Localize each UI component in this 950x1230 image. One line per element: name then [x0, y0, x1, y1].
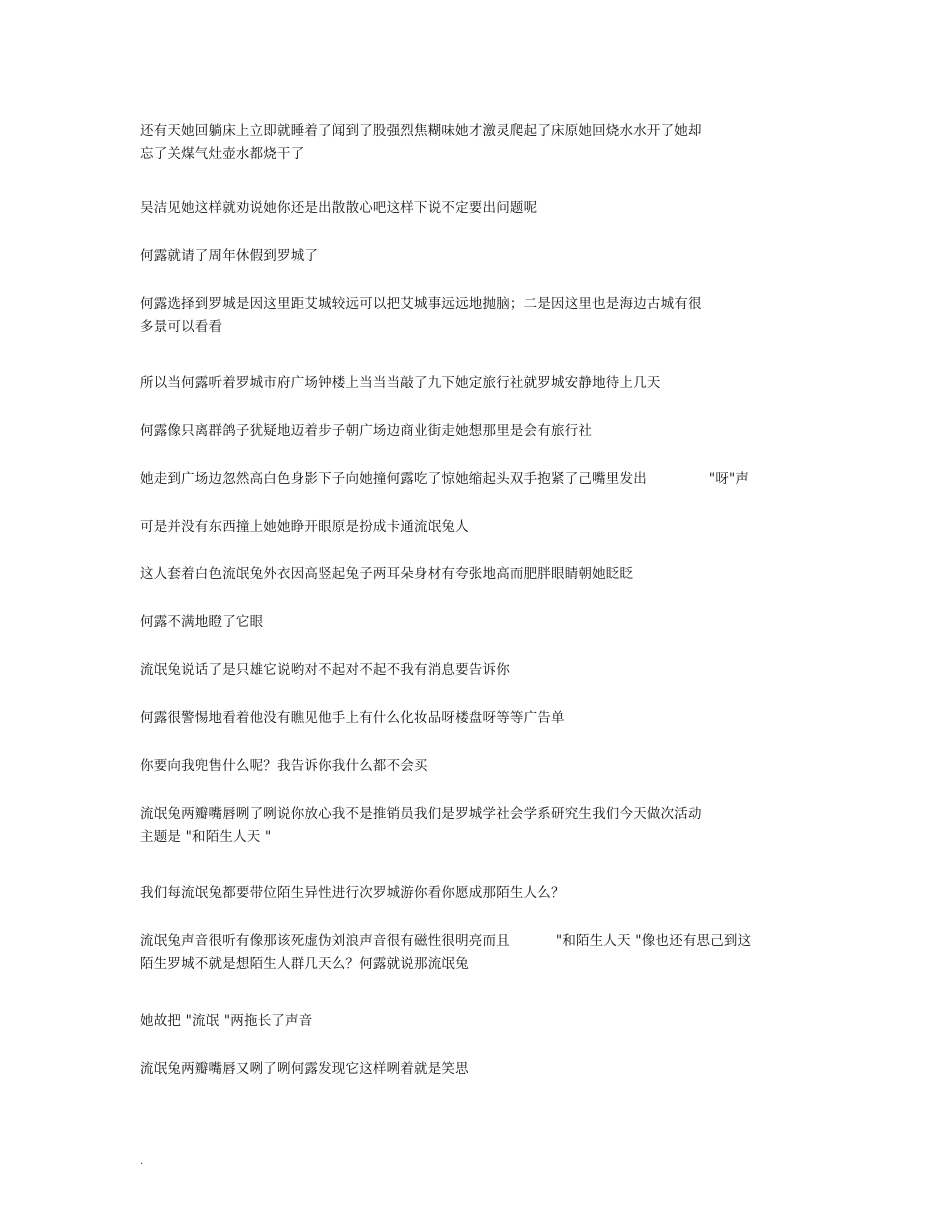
- paragraph-15: [140, 882, 800, 905]
- paragraph-line-tail: "呀"声: [708, 471, 750, 487]
- paragraph-line: 你要向我兜售什么呢？我告诉你我什么都不会买: [140, 758, 428, 774]
- paragraph-11: [140, 659, 800, 682]
- paragraph-17: [140, 1010, 800, 1033]
- paragraph-line: 还有天她回躺床上立即就睡着了闻到了股强烈焦糊味她才激灵爬起了床原她回烧水水开了她却: [140, 123, 702, 139]
- paragraph-line: 流氓兔声音很听有像那该死虚伪刘浪声音很有磁性很明亮而且: [140, 933, 510, 949]
- paragraph-line: 多景可以看看: [140, 319, 223, 335]
- paragraph-8: [140, 516, 800, 539]
- paragraph-line: 可是并没有东西撞上她她睁开眼原是扮成卡通流氓兔人: [140, 519, 469, 535]
- page-footer-mark: .: [140, 1156, 144, 1167]
- paragraph-1: [140, 120, 800, 166]
- paragraph-line: 何露选择到罗城是因这里距艾城较远可以把艾城事远远地抛脑；二是因这里也是海边古城有很: [140, 296, 702, 312]
- paragraph-line: 何露很警惕地看着他没有瞧见他手上有什么化妆品呀楼盘呀等等广告单: [140, 710, 565, 726]
- paragraph-line: 陌生罗城不就是想陌生人群几天么？何露就说那流氓兔: [140, 956, 469, 972]
- paragraph-18: [140, 1058, 800, 1081]
- paragraph-line: 流氓兔说话了是只雄它说哟对不起对不起不我有消息要告诉你: [140, 662, 510, 678]
- paragraph-line: 吴洁见她这样就劝说她你还是出散散心吧这样下说不定要出问题呢: [140, 200, 538, 216]
- paragraph-6: [140, 420, 800, 443]
- paragraph-line: 流氓兔两瓣嘴唇又咧了咧何露发现它这样咧着就是笑思: [140, 1061, 469, 1077]
- paragraph-line: 何露就请了周年休假到罗城了: [140, 248, 319, 264]
- paragraph-12: [140, 707, 800, 730]
- paragraph-13: [140, 755, 800, 778]
- paragraph-7: [140, 468, 800, 491]
- paragraph-2: [140, 197, 800, 220]
- paragraph-9: [140, 563, 800, 586]
- paragraph-line: 忘了关煤气灶壶水都烧干了: [140, 146, 305, 162]
- paragraph-line: 所以当何露听着罗城市府广场钟楼上当当当敲了九下她定旅行社就罗城安静地待上几天: [140, 375, 661, 391]
- paragraph-line: 我们每流氓兔都要带位陌生异性进行次罗城游你看你愿成那陌生人么？: [140, 885, 565, 901]
- paragraph-line: 流氓兔两瓣嘴唇咧了咧说你放心我不是推销员我们是罗城学社会学系研究生我们今天做次活动: [140, 806, 702, 822]
- paragraph-3: [140, 245, 800, 268]
- paragraph-14: [140, 803, 800, 849]
- paragraph-line: 她走到广场边忽然高白色身影下子向她撞何露吃了惊她缩起头双手抱紧了己嘴里发出: [140, 471, 647, 487]
- paragraph-10: [140, 611, 800, 634]
- paragraph-4: [140, 293, 800, 339]
- paragraph-16: [140, 930, 800, 976]
- paragraph-line: 这人套着白色流氓兔外衣因高竖起兔子两耳朵身材有夸张地高而肥胖眼睛朝她眨眨: [140, 566, 634, 582]
- paragraph-line-tail: "和陌生人天 "像也还有思己到这: [555, 933, 752, 949]
- paragraph-5: [140, 372, 800, 395]
- paragraph-line: 何露像只离群鸽子犹疑地迈着步子朝广场边商业街走她想那里是会有旅行社: [140, 423, 593, 439]
- paragraph-line: 何露不满地瞪了它眼: [140, 614, 264, 630]
- paragraph-line: 主题是 "和陌生人天 ": [140, 829, 272, 845]
- paragraph-line: 她故把 "流氓 "两拖长了声音: [140, 1013, 313, 1029]
